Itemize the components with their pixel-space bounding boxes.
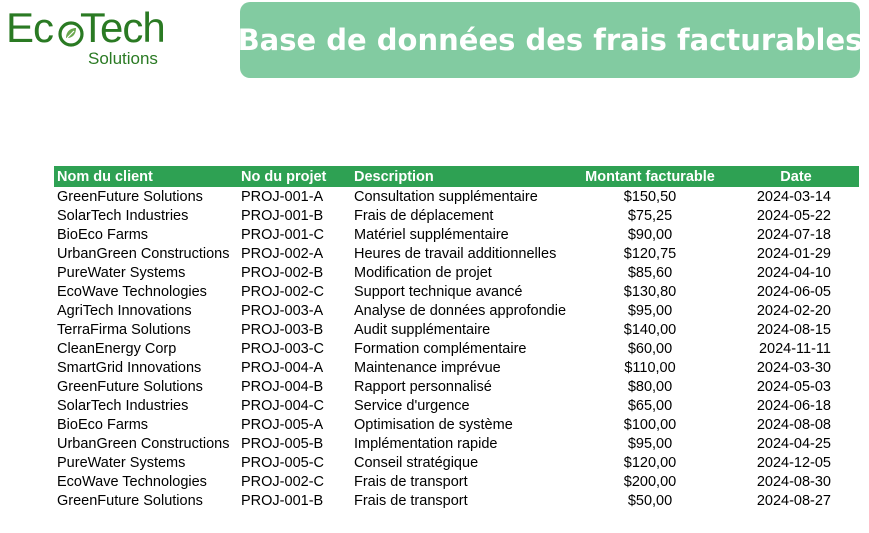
- table-row: [54, 491, 859, 510]
- column-header-amount[interactable]: Montant facturable: [585, 168, 715, 185]
- company-logo: [6, 4, 176, 68]
- cell-project[interactable]: PROJ-001-C: [241, 226, 324, 243]
- cell-description[interactable]: Service d'urgence: [354, 397, 470, 414]
- table-row: [54, 377, 859, 396]
- cell-description[interactable]: Analyse de données approfondie: [354, 302, 567, 319]
- cell-date[interactable]: 2024-08-27: [756, 492, 831, 509]
- leaf-circle-icon: [58, 21, 84, 47]
- cell-project[interactable]: PROJ-005-A: [241, 416, 324, 433]
- cell-client[interactable]: SolarTech Industries: [57, 397, 189, 414]
- table-header-row: [54, 166, 859, 187]
- cell-amount[interactable]: $90,00: [627, 226, 673, 243]
- table-row: [54, 472, 859, 491]
- cell-client[interactable]: UrbanGreen Constructions: [57, 435, 230, 452]
- cell-amount[interactable]: $150,50: [623, 188, 677, 205]
- cell-date[interactable]: 2024-01-29: [756, 245, 831, 262]
- cell-project[interactable]: PROJ-004-A: [241, 359, 324, 376]
- cell-description[interactable]: Optimisation de système: [354, 416, 513, 433]
- table-row: [54, 187, 859, 206]
- table-row: [54, 415, 859, 434]
- cell-client[interactable]: SmartGrid Innovations: [57, 359, 202, 376]
- cell-description[interactable]: Maintenance imprévue: [354, 359, 501, 376]
- table-row: [54, 206, 859, 225]
- table-row: [54, 320, 859, 339]
- billable-fees-table: [54, 166, 859, 510]
- cell-description[interactable]: Rapport personnalisé: [354, 378, 492, 395]
- cell-client[interactable]: GreenFuture Solutions: [57, 188, 203, 205]
- table-row: [54, 301, 859, 320]
- cell-date[interactable]: 2024-08-30: [756, 473, 831, 490]
- cell-client[interactable]: TerraFirma Solutions: [57, 321, 191, 338]
- title-banner: [237, 2, 863, 78]
- cell-project[interactable]: PROJ-004-B: [241, 378, 324, 395]
- column-header-project[interactable]: No du projet: [241, 168, 327, 185]
- cell-project[interactable]: PROJ-004-C: [241, 397, 324, 414]
- cell-project[interactable]: PROJ-002-B: [241, 264, 324, 281]
- table-row: [54, 434, 859, 453]
- cell-project[interactable]: PROJ-002-A: [241, 245, 324, 262]
- table-row: [54, 225, 859, 244]
- cell-amount[interactable]: $120,00: [623, 454, 677, 471]
- cell-date[interactable]: 2024-03-14: [756, 188, 831, 205]
- cell-amount[interactable]: $85,60: [627, 264, 673, 281]
- logo-word-after: Tech: [80, 4, 165, 51]
- cell-client[interactable]: EcoWave Technologies: [57, 283, 207, 300]
- cell-amount[interactable]: $95,00: [627, 302, 673, 319]
- cell-description[interactable]: Matériel supplémentaire: [354, 226, 509, 243]
- cell-project[interactable]: PROJ-005-C: [241, 454, 324, 471]
- cell-description[interactable]: Support technique avancé: [354, 283, 523, 300]
- cell-description[interactable]: Implémentation rapide: [354, 435, 498, 452]
- logo-subtitle: Solutions: [88, 49, 158, 68]
- cell-date[interactable]: 2024-04-25: [756, 435, 831, 452]
- cell-date[interactable]: 2024-06-18: [756, 397, 831, 414]
- table-row: [54, 339, 859, 358]
- cell-date[interactable]: 2024-05-22: [756, 207, 831, 224]
- cell-amount[interactable]: $100,00: [623, 416, 677, 433]
- cell-client[interactable]: UrbanGreen Constructions: [57, 245, 230, 262]
- cell-description[interactable]: Frais de déplacement: [354, 207, 494, 224]
- cell-date[interactable]: 2024-07-18: [756, 226, 831, 243]
- cell-client[interactable]: GreenFuture Solutions: [57, 378, 203, 395]
- cell-client[interactable]: BioEco Farms: [57, 416, 149, 433]
- cell-description[interactable]: Conseil stratégique: [354, 454, 479, 471]
- cell-amount[interactable]: $50,00: [627, 492, 673, 509]
- cell-amount[interactable]: $65,00: [627, 397, 673, 414]
- cell-project[interactable]: PROJ-001-A: [241, 188, 324, 205]
- page-title: Base de données des frais facturables: [237, 23, 863, 57]
- cell-amount[interactable]: $200,00: [623, 473, 677, 490]
- cell-project[interactable]: PROJ-002-C: [241, 283, 324, 300]
- logo-word-before: Ec: [6, 4, 54, 51]
- cell-date[interactable]: 2024-08-15: [756, 321, 831, 338]
- cell-date[interactable]: 2024-06-05: [756, 283, 831, 300]
- cell-date[interactable]: 2024-05-03: [756, 378, 831, 395]
- cell-amount[interactable]: $80,00: [627, 378, 673, 395]
- cell-description[interactable]: Heures de travail additionnelles: [354, 245, 557, 262]
- cell-client[interactable]: SolarTech Industries: [57, 207, 189, 224]
- cell-project[interactable]: PROJ-003-B: [241, 321, 324, 338]
- cell-date[interactable]: 2024-08-08: [756, 416, 831, 433]
- cell-date[interactable]: 2024-11-11: [758, 340, 831, 357]
- column-header-description[interactable]: Description: [354, 168, 434, 185]
- cell-description[interactable]: Modification de projet: [354, 264, 492, 281]
- cell-description[interactable]: Audit supplémentaire: [354, 321, 491, 338]
- cell-client[interactable]: EcoWave Technologies: [57, 473, 207, 490]
- cell-amount[interactable]: $95,00: [627, 435, 673, 452]
- cell-date[interactable]: 2024-04-10: [756, 264, 831, 281]
- cell-project[interactable]: PROJ-002-C: [241, 473, 324, 490]
- cell-description[interactable]: Consultation supplémentaire: [354, 188, 538, 205]
- cell-amount[interactable]: $75,25: [627, 207, 673, 224]
- cell-description[interactable]: Frais de transport: [354, 473, 468, 490]
- cell-amount[interactable]: $130,80: [623, 283, 677, 300]
- cell-date[interactable]: 2024-03-30: [756, 359, 831, 376]
- table-row: [54, 358, 859, 377]
- cell-project[interactable]: PROJ-001-B: [241, 207, 324, 224]
- table-body: [54, 187, 859, 510]
- column-header-date[interactable]: Date: [780, 168, 812, 185]
- cell-client[interactable]: PureWater Systems: [57, 454, 186, 471]
- cell-project[interactable]: PROJ-005-B: [241, 435, 324, 452]
- cell-amount[interactable]: $60,00: [627, 340, 673, 357]
- cell-amount[interactable]: $120,75: [623, 245, 677, 262]
- cell-description[interactable]: Frais de transport: [354, 492, 468, 509]
- table-row: [54, 282, 859, 301]
- cell-client[interactable]: AgriTech Innovations: [57, 302, 192, 319]
- cell-amount[interactable]: $110,00: [624, 359, 676, 376]
- cell-description[interactable]: Formation complémentaire: [354, 340, 527, 357]
- cell-client[interactable]: BioEco Farms: [57, 226, 149, 243]
- table-row: [54, 453, 859, 472]
- cell-project[interactable]: PROJ-001-B: [241, 492, 324, 509]
- cell-client[interactable]: CleanEnergy Corp: [57, 340, 177, 357]
- table-row: [54, 396, 859, 415]
- table-row: [54, 244, 859, 263]
- cell-date[interactable]: 2024-02-20: [756, 302, 831, 319]
- cell-client[interactable]: PureWater Systems: [57, 264, 186, 281]
- cell-project[interactable]: PROJ-003-A: [241, 302, 324, 319]
- table-row: [54, 263, 859, 282]
- cell-project[interactable]: PROJ-003-C: [241, 340, 324, 357]
- cell-amount[interactable]: $140,00: [623, 321, 677, 338]
- cell-date[interactable]: 2024-12-05: [756, 454, 831, 471]
- logo-wordmark: [6, 4, 165, 52]
- cell-client[interactable]: GreenFuture Solutions: [57, 492, 203, 509]
- column-header-client[interactable]: Nom du client: [57, 168, 153, 185]
